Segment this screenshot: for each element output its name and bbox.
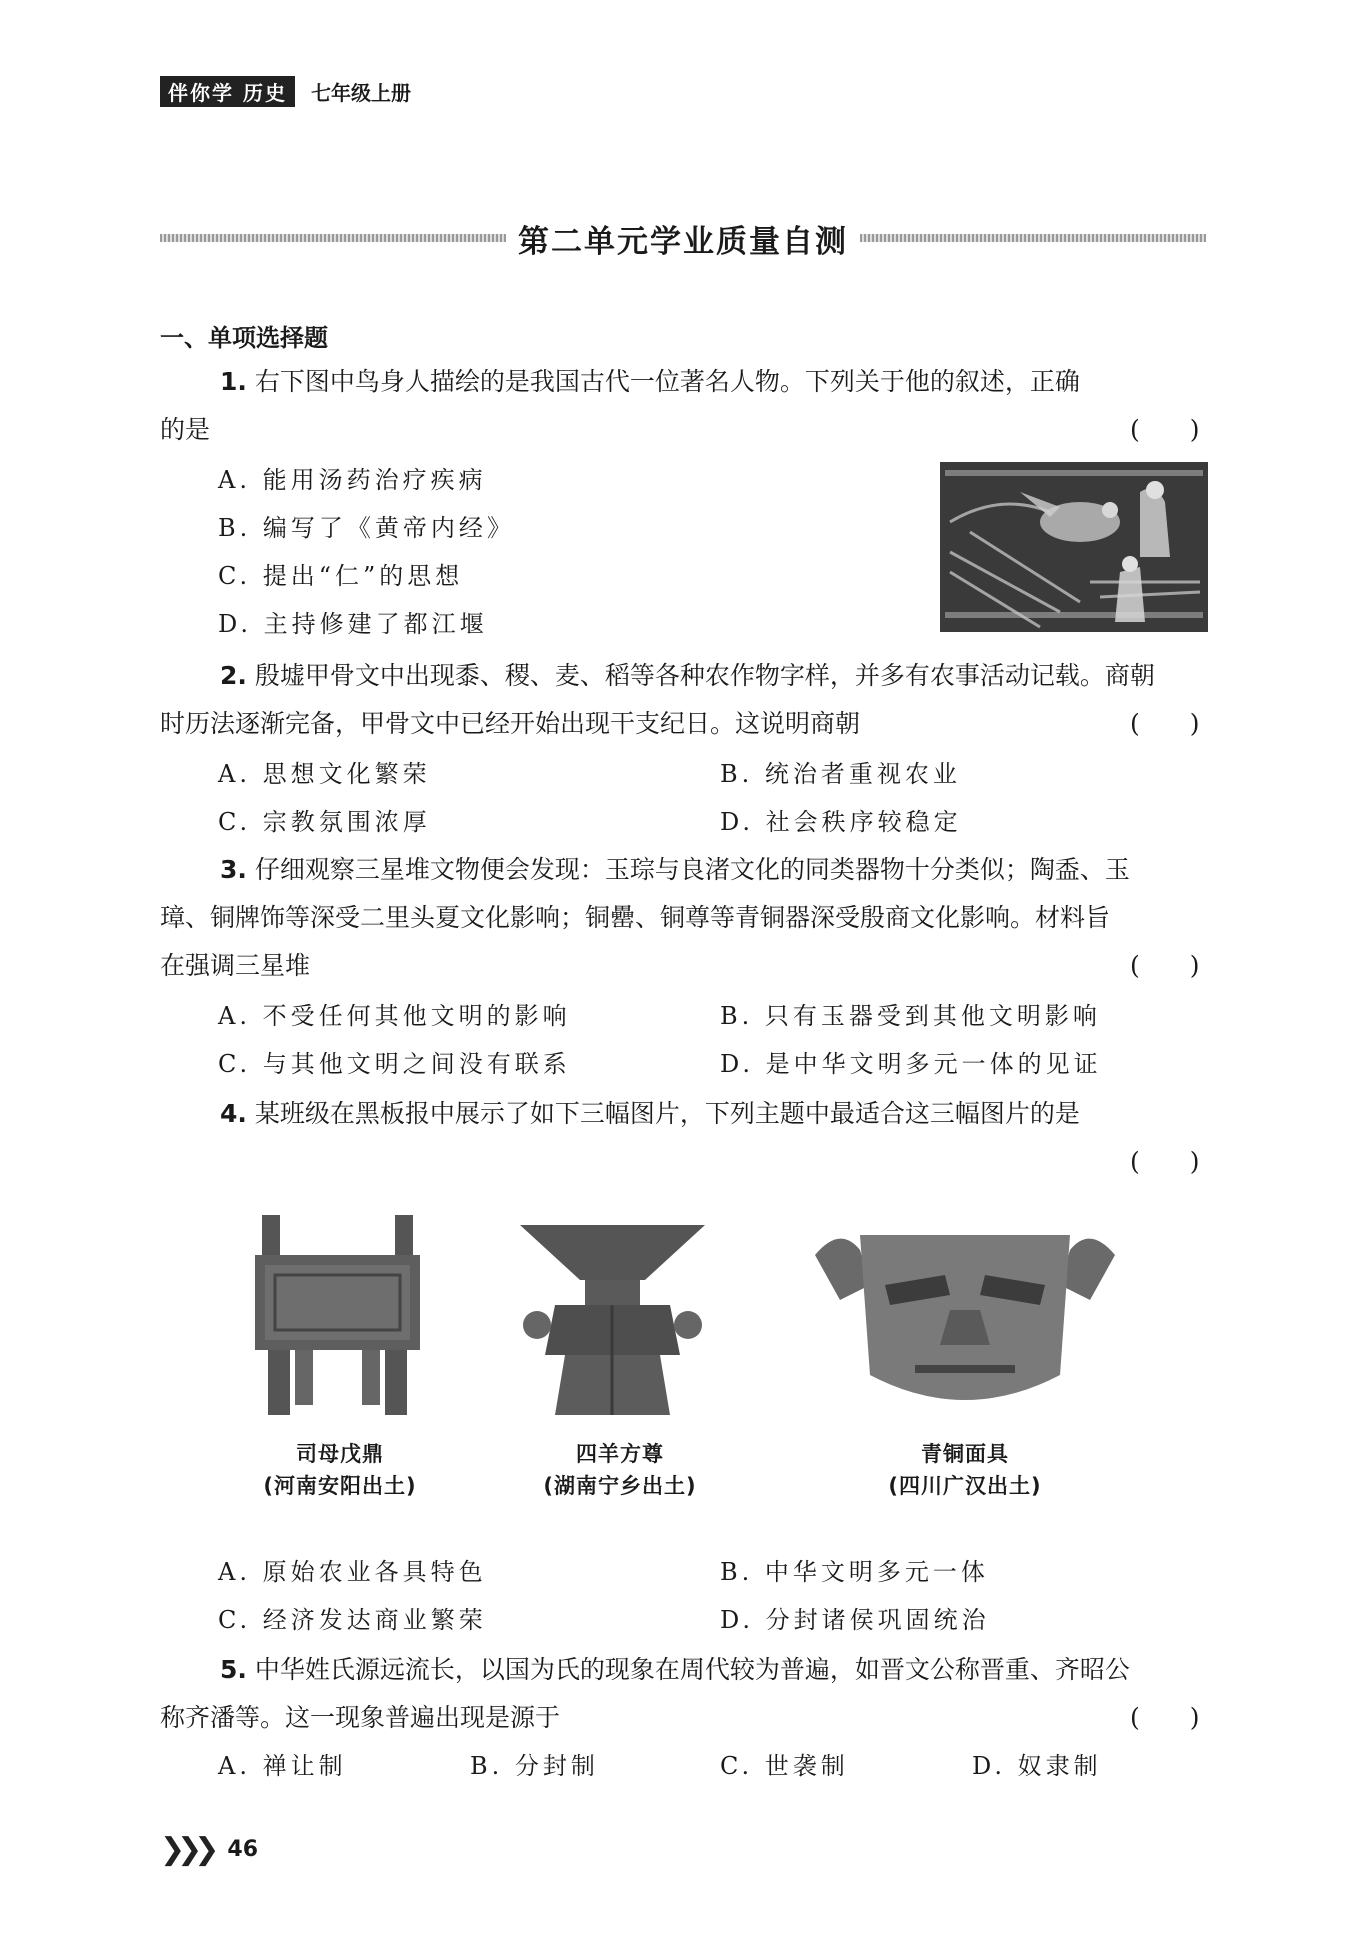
q5-stem: [160, 1646, 1210, 1694]
zun-name: 四羊方尊: [576, 1442, 664, 1466]
q1-stem: [160, 358, 1210, 406]
figure-caption-ding: [220, 1438, 460, 1502]
page-number: 46: [227, 1837, 259, 1862]
four-ram-zun-image: [515, 1220, 710, 1415]
q4-answer-paren[interactable]: ( ): [1130, 1147, 1200, 1176]
q2-stem: [160, 652, 1210, 700]
page-footer: [160, 1832, 258, 1867]
ding-origin: (河南安阳出土): [263, 1474, 417, 1498]
q1-line2: 的是: [160, 415, 211, 444]
q1-answer-paren[interactable]: ( ): [1130, 415, 1200, 444]
q2-line2: 时历法逐渐完备，甲骨文中已经开始出现干支纪日。这说明商朝: [160, 709, 861, 738]
q2-option-b[interactable]: B. 统治者重视农业: [720, 760, 961, 788]
title-rule-left: [160, 234, 506, 242]
q3-line1: 仔细观察三星堆文物便会发现：玉琮与良渚文化的同类器物十分类似；陶盉、玉: [254, 855, 1130, 884]
q4-option-a[interactable]: A. 原始农业各具特色: [218, 1558, 487, 1586]
q1-option-a[interactable]: A. 能用汤药治疗疾病: [218, 466, 487, 494]
q3-stem: [160, 846, 1210, 894]
q1-option-c[interactable]: C. 提出“仁”的思想: [218, 562, 464, 590]
q3-option-b[interactable]: B. 只有玉器受到其他文明影响: [720, 1002, 1101, 1030]
q4-option-b[interactable]: B. 中华文明多元一体: [720, 1558, 989, 1586]
q1-option-d[interactable]: D. 主持修建了都江堰: [218, 610, 488, 638]
running-header: [160, 78, 411, 104]
unit-title: 第二单元学业质量自测: [518, 223, 848, 260]
mask-name: 青铜面具: [921, 1442, 1009, 1466]
q4-number: 4.: [220, 1099, 247, 1128]
bronze-mask-image: [810, 1225, 1120, 1415]
q1-relief-image: [940, 462, 1208, 632]
ding-name: 司母戊鼎: [296, 1442, 384, 1466]
title-rule-right: [860, 234, 1206, 242]
q5-option-d[interactable]: D. 奴隶制: [972, 1752, 1102, 1780]
q3-option-a[interactable]: A. 不受任何其他文明的影响: [218, 1002, 571, 1030]
q5-option-c[interactable]: C. 世袭制: [720, 1752, 849, 1780]
unit-title-bar: [160, 210, 1206, 266]
q3-option-c[interactable]: C. 与其他文明之间没有联系: [218, 1050, 571, 1078]
q5-option-b[interactable]: B. 分封制: [470, 1752, 599, 1780]
q5-answer-paren[interactable]: ( ): [1130, 1703, 1200, 1732]
q1-number: 1.: [220, 367, 247, 396]
q5-stem-cont: [160, 1694, 1210, 1742]
q3-stem-cont2: [160, 942, 1210, 990]
q1-line1: 右下图中鸟身人描绘的是我国古代一位著名人物。下列关于他的叙述，正确: [254, 367, 1080, 396]
q3-stem-cont: [160, 894, 1210, 942]
q3-option-d[interactable]: D. 是中华文明多元一体的见证: [720, 1050, 1102, 1078]
q5-line2: 称齐潘等。这一现象普遍出现是源于: [160, 1703, 561, 1732]
zun-origin: (湖南宁乡出土): [543, 1474, 697, 1498]
q2-option-d[interactable]: D. 社会秩序较稳定: [720, 808, 962, 836]
q2-option-a[interactable]: A. 思想文化繁荣: [218, 760, 431, 788]
q3-line2: 璋、铜牌饰等深受二里头夏文化影响；铜罍、铜尊等青铜器深受殷商文化影响。材料旨: [160, 903, 1111, 932]
q3-answer-paren[interactable]: ( ): [1130, 951, 1200, 980]
q2-line1: 殷墟甲骨文中出现黍、稷、麦、稻等各种农作物字样，并多有农事活动记载。商朝: [254, 661, 1155, 690]
q5-number: 5.: [220, 1655, 247, 1684]
q5-option-a[interactable]: A. 禅让制: [218, 1752, 347, 1780]
chevron-right-icon: ❯❯❯: [160, 1832, 212, 1867]
q4-option-c[interactable]: C. 经济发达商业繁荣: [218, 1606, 487, 1634]
q2-stem-cont: [160, 700, 1210, 748]
q4-stem: [160, 1090, 1210, 1138]
q3-number: 3.: [220, 855, 247, 884]
section-heading: 一、单项选择题: [160, 324, 328, 352]
q5-line1: 中华姓氏源远流长，以国为氏的现象在周代较为普遍，如晋文公称晋重、齐昭公: [254, 1655, 1130, 1684]
q1-stem-cont: [160, 406, 1210, 454]
q2-option-c[interactable]: C. 宗教氛围浓厚: [218, 808, 431, 836]
figure-caption-mask: [845, 1438, 1085, 1502]
grade-label: 七年级上册: [310, 80, 411, 105]
q2-number: 2.: [220, 661, 247, 690]
q1-option-b[interactable]: B. 编写了《黄帝内经》: [218, 514, 515, 542]
mask-origin: (四川广汉出土): [888, 1474, 1042, 1498]
q4-option-d[interactable]: D. 分封诸侯巩固统治: [720, 1606, 990, 1634]
book-badge: 伴你学 历史: [160, 76, 295, 107]
q3-line3: 在强调三星堆: [160, 951, 311, 980]
q4-line1: 某班级在黑板报中展示了如下三幅图片，下列主题中最适合这三幅图片的是: [254, 1099, 1080, 1128]
ding-vessel-image: [250, 1215, 425, 1415]
q2-answer-paren[interactable]: ( ): [1130, 709, 1200, 738]
figure-caption-zun: [500, 1438, 740, 1502]
